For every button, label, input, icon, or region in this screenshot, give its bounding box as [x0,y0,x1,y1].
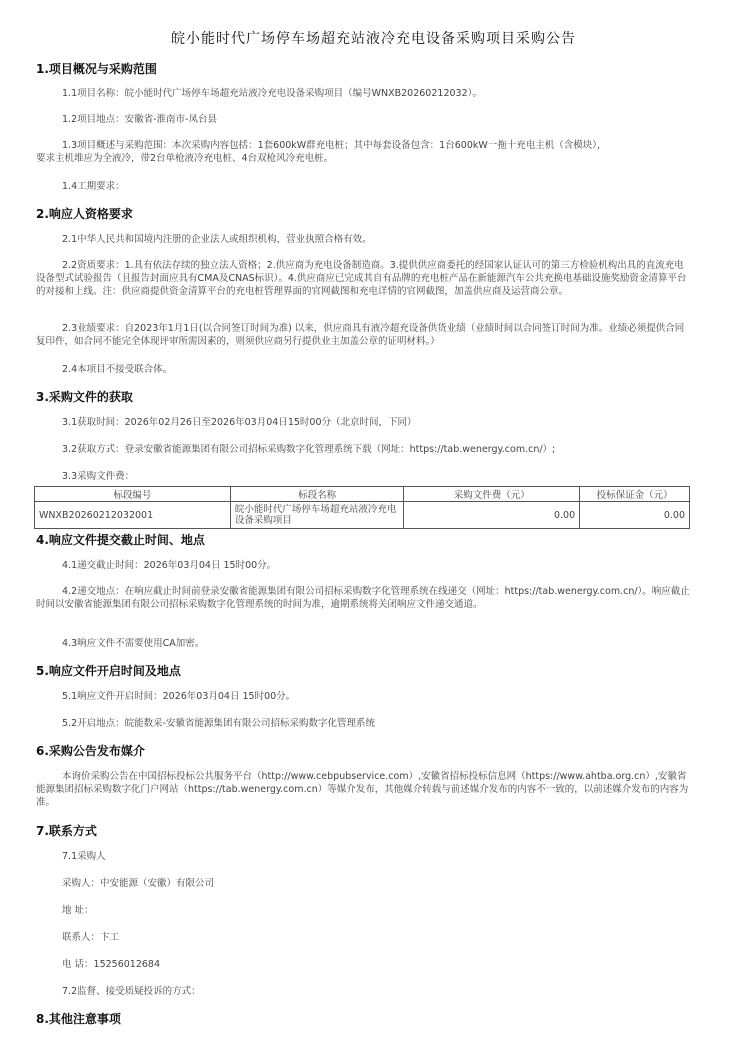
paragraph-3-1: 3.1获取时间：2026年02月26日至2026年03月04日15时00分（北京时间，下同） [62,417,417,428]
paragraph-1-4: 1.4工期要求： [62,181,125,192]
paragraph-1-2: 1.2项目地点：安徽省-淮南市-凤台县 [62,114,217,125]
contact-phone: 电 话：15256012684 [62,959,161,970]
table-cell-lot-code: WNXB20260212032001 [35,502,231,529]
table-cell-document-fee: 0.00 [404,502,580,529]
contact-person: 联系人：卞工 [62,932,120,943]
section-heading-7: 7.联系方式 [36,824,97,838]
section-heading-1: 1.项目概况与采购范围 [36,62,157,76]
paragraph-5-1: 5.1响应文件开启时间：2026年03月04日 15时00分。 [62,691,296,702]
paragraph-1-3-line2: 要求主机堆应为全液冷，带2台单枪液冷充电桩、4台双枪风冷充电桩。 [36,153,334,164]
paragraph-1-3-line1: 1.3项目概述与采购范围：本次采购内容包括：1套600kW群充电桩；其中每套设备包含：1台600kW一拖十充电主机（含模块）， [62,140,607,151]
section-heading-2: 2.响应人资格要求 [36,207,133,221]
paragraph-1-1: 1.1项目名称：皖小能时代广场停车场超充站液冷充电设备采购项目（编号WNXB20260212032）。 [62,88,482,99]
section-heading-4: 4.响应文件提交截止时间、地点 [36,533,205,547]
table-cell-lot-name: 皖小能时代广场停车场超充站液冷充电设备采购项目 [230,502,404,529]
paragraph-3-2: 3.2获取方式：登录安徽省能源集团有限公司招标采购数字化管理系统下载（网址：https://tab.wenergy.com.cn/）; [62,444,556,455]
section-heading-5: 5.响应文件开启时间及地点 [36,664,181,678]
table-header-cell: 标段编号 [35,487,231,502]
section-heading-3: 3.采购文件的获取 [36,390,133,404]
paragraph-2-2: 2.2资质要求：1.具有依法存续的独立法人资格；2.供应商为充电设备制造商。3.提供供应商委托的经国家认证认可的第三方检验机构出具的直流充电设备型式试验报告（且报告封面应具有CMA及CNAS标识）。4.供应商应已完成其自有品牌的充电桩产品在新能源汽车公共充换电基础设施奖励资金清算平台的对接和上线。注：供应商提供资金清算平台的充电桩管理界面的官网截图和充电详情的官网截图，加盖供应商及运营商公章。 [36,260,687,297]
purchaser-name: 采购人：中安能源（安徽）有限公司 [62,878,215,889]
page-title: 皖小能时代广场停车场超充站液冷充电设备采购项目采购公告 [171,31,576,47]
paragraph-2-3: 2.3业绩要求：自2023年1月1日(以合同签订时间为准) 以来，供应商具有液冷超充设备供货业绩（业绩时间以合同签订时间为准。业绩必须提供合同复印件，如合同不能完全体现评审所需因素的，则须供应商另行提供业主加盖公章的证明材料。） [36,323,685,347]
paragraph-4-2: 4.2递交地点：在响应截止时间前登录安徽省能源集团有限公司招标采购数字化管理系统在线递交（网址：https://tab.wenergy.com.cn/）。响应截止时间以安徽省能源集团有限公司招标采购数字化管理系统的时间为准，逾期系统将关闭响应文件递交通道。 [36,586,690,610]
paragraph-5-2: 5.2开启地点：皖能数采-安徽省能源集团有限公司招标采购数字化管理系统 [62,718,376,729]
section-heading-6: 6.采购公告发布媒介 [36,744,145,758]
paragraph-2-1: 2.1中华人民共和国境内注册的企业法人或组织机构，营业执照合格有效。 [62,234,372,245]
paragraph-4-1: 4.1递交截止时间：2026年03月04日 15时00分。 [62,560,277,571]
section-heading-8: 8.其他注意事项 [36,1012,121,1026]
table-cell-bid-bond: 0.00 [580,502,690,529]
paragraph-7-2: 7.2监督、接受质疑投诉的方式： [62,986,201,997]
paragraph-4-3: 4.3响应文件不需要使用CA加密。 [62,638,205,649]
paragraph-3-3: 3.3采购文件费： [62,471,135,482]
table-header-row [35,487,690,502]
fee-table [34,486,690,529]
paragraph-7-1: 7.1采购人 [62,851,106,862]
purchaser-address: 地 址： [62,905,94,916]
paragraph-2-4: 2.4本项目不接受联合体。 [62,364,173,375]
paragraph-6-1: 本询价采购公告在中国招标投标公共服务平台（http://www.cebpubservice.com）,安徽省招标投标信息网（https://www.ahtba.org.cn）,安徽省能源集团招标采购数字化门户网站（https://tab.wenergy.com.cn）等媒介发布，其他媒介转载与前述媒介发布的内容不一致的，以前述媒介发布的内容为准。 [36,771,689,808]
table-row [35,502,690,529]
table-header-cell: 采购文件费（元） [404,487,580,502]
table-header-cell: 标段名称 [230,487,404,502]
table-header-cell: 投标保证金（元） [580,487,690,502]
